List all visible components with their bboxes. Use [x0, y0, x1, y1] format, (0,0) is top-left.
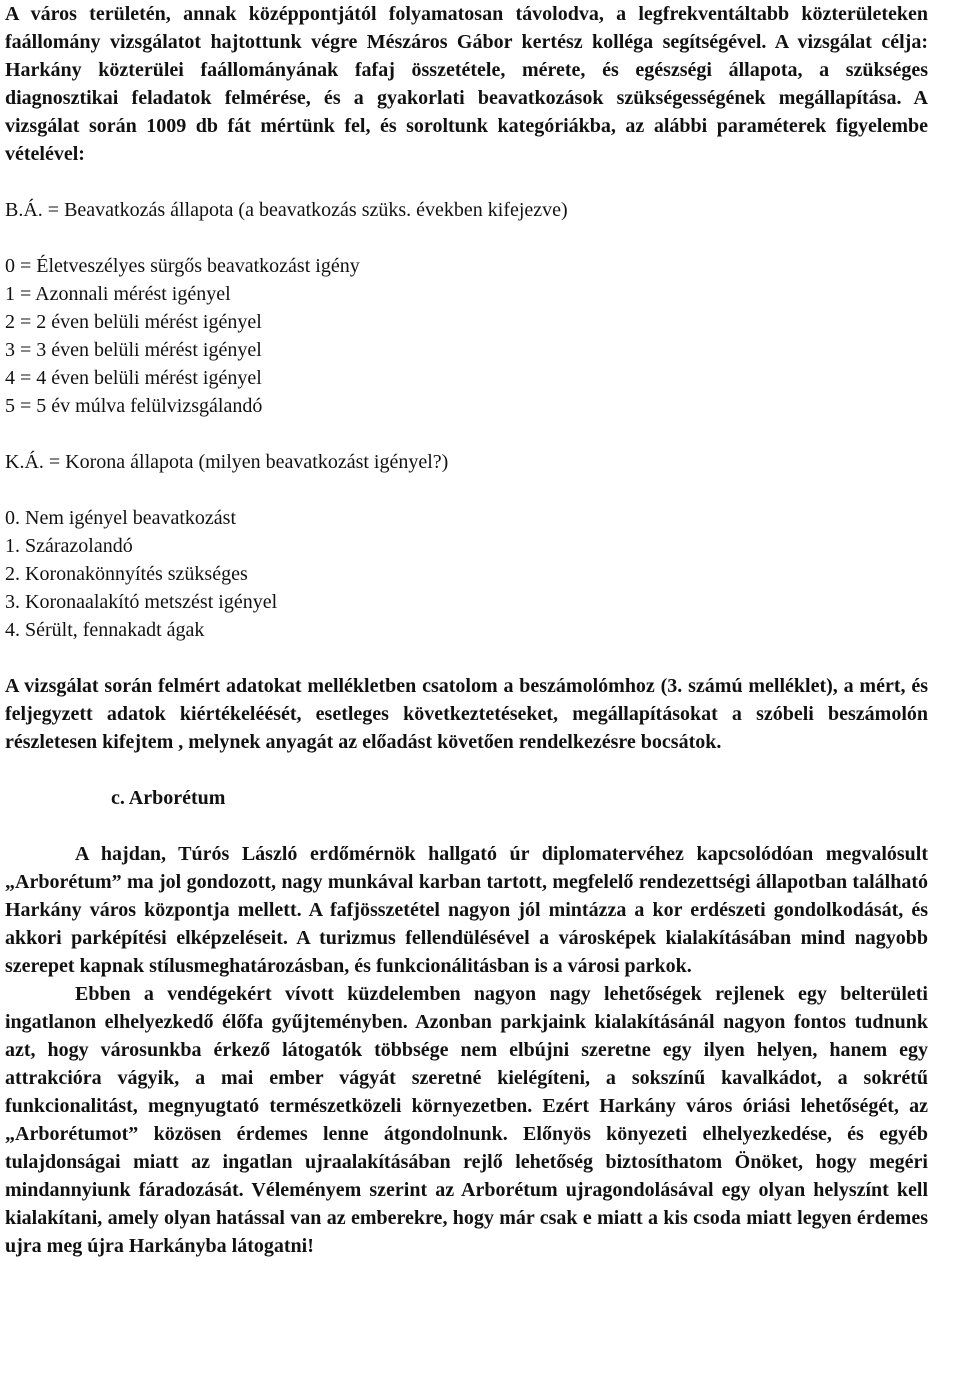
ka-item: 2. Koronakönnyítés szükséges: [5, 563, 248, 585]
spacer: [5, 644, 928, 672]
ba-item: 4 = 4 éven belüli mérést igényel: [5, 367, 262, 389]
spacer: [5, 224, 928, 252]
spacer: [5, 756, 928, 784]
spacer: [5, 168, 928, 196]
section-heading: c. Arborétum: [111, 787, 226, 809]
ba-item: 3 = 3 éven belüli mérést igényel: [5, 339, 262, 361]
attachment-paragraph: A vizsgálat során felmért adatokat mellékletben csatolom a beszámolómhoz (3. számú melléklet), a mért, és feljegyzett adatok kiértékeléését, esetleges következtetéseket, megállapításokat a szóbeli beszámolón részletesen kifejtem , melynek anyagát az előadást követően rendelkezésre bocsátok.: [5, 675, 928, 753]
ka-item: 4. Sérült, fennakadt ágak: [5, 619, 205, 641]
ba-item: 5 = 5 év múlva felülvizsgálandó: [5, 395, 263, 417]
arboretum-paragraph-1: A hajdan, Túrós László erdőmérnök hallgató úr diplomatervéhez kapcsolódóan megvalósult „Arborétum” ma jol gondozott, nagy munkával karban tartott, megfelelő rendezettségi állapotban található Harkány város központja mellett. A fafjösszetétel nagyon jól mintázza a kor erdészeti gondolkodását, és akkori parképítési elképzeléseit. A turizmus fellendülésével a városképek kialakításában mind nagyobb szerepet kapnak stílusmeghatározásban, és funkcionálitásban is a városi parkok.: [5, 843, 928, 977]
ba-item: 1 = Azonnali mérést igényel: [5, 283, 231, 305]
ba-heading: B.Á. = Beavatkozás állapota (a beavatkozás szüks. években kifejezve): [5, 199, 568, 221]
ka-heading: K.Á. = Korona állapota (milyen beavatkozást igényel?): [5, 451, 449, 473]
spacer: [5, 420, 928, 448]
ba-item: 0 = Életveszélyes sürgős beavatkozást igény: [5, 255, 360, 277]
intro-paragraph: A város területén, annak középpontjától folyamatosan távolodva, a legfrekventáltabb közterületeken faállomány vizsgálatot hajtottunk végre Mészáros Gábor kertész kollégа segítségével. A vizsgálat célja: Harkány közterülei faállományának fafaj összetétele, mérete, és egészségi állapota, a szükséges diagnosztikai feladatok felmérése, és a gyakorlati beavatkozások szükségességének megállapítása. A vizsgálat során 1009 db fát mértünk fel, és soroltunk kategóriákba, az alábbi paraméterek figyelembe vételével:: [5, 3, 928, 165]
spacer: [5, 812, 928, 840]
spacer: [5, 476, 928, 504]
ba-list: [5, 252, 928, 420]
ka-item: 3. Koronaalakító metszést igényel: [5, 591, 278, 613]
ka-item: 1. Szárazolandó: [5, 535, 133, 557]
ka-list: [5, 504, 928, 644]
document-page: [5, 0, 928, 1260]
ka-item: 0. Nem igényel beavatkozást: [5, 507, 237, 529]
ba-item: 2 = 2 éven belüli mérést igényel: [5, 311, 262, 333]
arboretum-paragraph-2: Ebben a vendégekért vívott küzdelemben nagyon nagy lehetőségek rejlenek egy belterületi ingatlanon elhelyezkedő élőfa gyűjteményben. Azonban parkjaink kialakításánál nagyon fontos tudnunk azt, hogy városunkba érkező látogatók többsége nem elbújni szeretne egy ilyen helyen, hanem egy attrakcióra vágyik, a mai ember vágyát szeretné kielégíteni, a sokszínű kavalkádot, a sokrétű funkcionalitást, megnyugtató természetközeli környezetben. Ezért Harkány város óriási lehetőségét, az „Arborétumot” közösen érdemes lenne átgondolnunk. Előnyös könyezeti elhelyezkedése, és egyéb tulajdonságai miatt az ingatlan ujraalakításában rejlő lehetőség biztosíthatom Önöket, hogy megéri mindannyiunk fáradozását. Véleményem szerint az Arborétum ujragondolásával egy olyan helyszínt kell kialakítani, amely olyan hatással van az emberekre, hogy már csak e miatt a kis csoda miatt legyen érdemes ujra meg újra Harkányba látogatni!: [5, 983, 928, 1257]
